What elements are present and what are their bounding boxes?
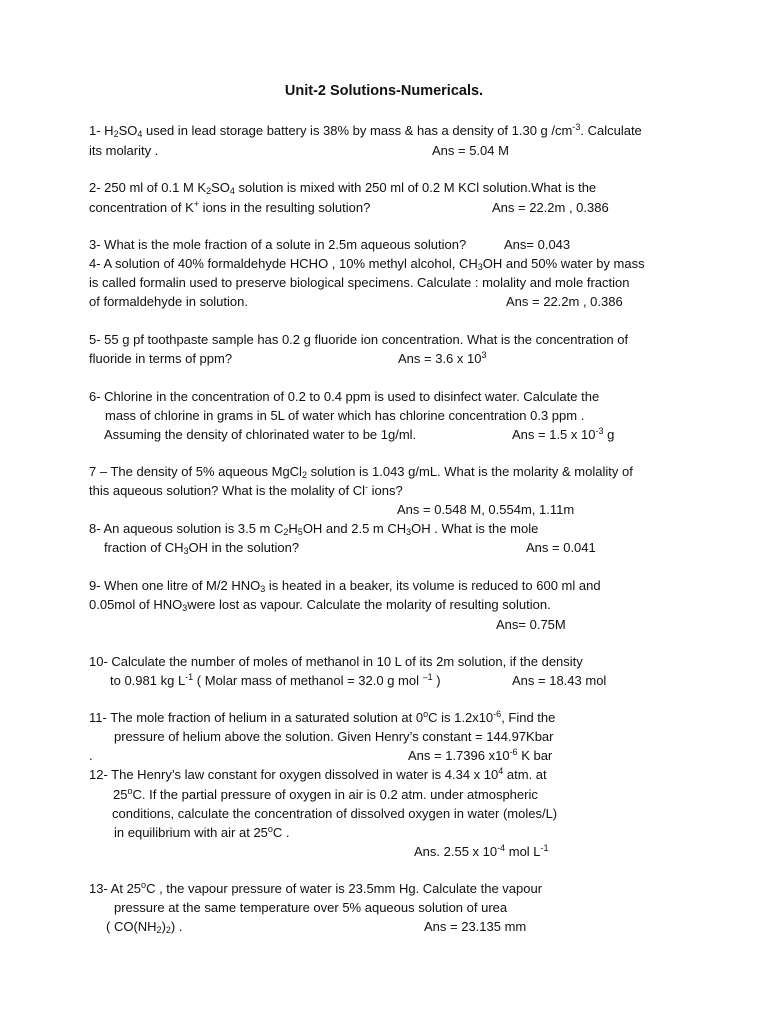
question-text-line: 0.05mol of $HNO_3were$ lost as vapour. Calculate the molarity of resulting solution. (89, 597, 551, 613)
question-text-line: concentration of K+ ions in the resulting solution? (89, 199, 371, 215)
answer-text: Ans = 0.041 (526, 540, 596, 555)
question-text-line: conditions, calculate the concentration of dissolved oxygen in water (moles/L) (112, 806, 558, 821)
answer-text: Ans = 5.04 M (432, 143, 509, 158)
answer-text: Ans = 3.6 x $10^3$ (398, 350, 487, 366)
answer-text: Ans = 0.548 M, 0.554m, 1.11m (397, 502, 575, 517)
question-text-line: . (89, 748, 93, 763)
question-text-line: to 0.981 kg $L^{-1}$ ( Molar mass of methanol = 32.0 g mol $^{-1}$ ) (110, 672, 441, 688)
answer-text: Ans= 0.75M (496, 617, 566, 632)
question-text-line: is called formalin used to preserve biological specimens. Calculate : molality and mole fraction (89, 275, 630, 290)
question-text-line: ( $CO(NH_2)_2$) . (106, 919, 183, 935)
answer-text: Ans = 1.7396 $x10^{-6}$ K bar (408, 747, 553, 763)
question-text-line: 2- 250 ml of 0.1 M $K_2SO_4$ solution is mixed with 250 ml of 0.2 M KCl solution.What is the (89, 180, 597, 196)
answer-text: Ans= 0.043 (504, 237, 571, 252)
answer-text: Ans = 18.43 mol (512, 673, 607, 688)
answer-text: Ans = 1.5 x $10^{-3}$ g (512, 426, 615, 442)
question-text-line: Assuming the density of chlorinated water to be 1g/ml. (104, 427, 417, 442)
question-text-line: 12- The Henry’s law constant for oxygen dissolved in water is 4.34 x $10^4$ atm. at (89, 766, 547, 782)
answer-text: Ans = 22.2m , 0.386 (506, 294, 623, 309)
question-text-line: 13- At 25$^o$C , the vapour pressure of water is 23.5mm Hg. Calculate the vapour (89, 880, 543, 896)
question-text-line: 4- A solution of 40% formaldehyde HCHO , 10% methyl alcohol, $CH_3OH$ and 50% water by mass (89, 256, 645, 272)
answer-text: Ans = 23.135 mm (424, 919, 527, 934)
question-text-line: 1- $H_2SO_4$ used in lead storage battery is 38% by mass & has a density of 1.30 g $/cm^{-3}$. Calculate (89, 122, 642, 139)
question-text-line: 5- 55 g pf toothpaste sample has 0.2 g fluoride ion concentration. What is the concentration of (89, 332, 629, 347)
answer-text: Ans. 2.55 x $10^{-4}$ mol $L^{-1}$ (414, 843, 549, 859)
question-text-line: pressure at the same temperature over 5% aqueous solution of urea (114, 900, 508, 915)
question-text-line: 9- When one litre of M/2 $HNO_3$ is heated in a beaker, its volume is reduced to 600 ml and (89, 578, 601, 594)
question-text-line: 8- An aqueous solution is 3.5 m $C_2H_5OH$ and 2.5 m $CH_3OH$ . What is the mole (89, 521, 539, 537)
question-text-line: 25$^o$C. If the partial pressure of oxygen in air is 0.2 atm. under atmospheric (113, 786, 538, 802)
question-text-line: 7 – The density of 5% aqueous MgCl$_2$ solution is 1.043 g/mL. What is the molarity & molality of (89, 464, 633, 480)
question-text-line: its molarity . (89, 143, 159, 158)
page-title: Unit-2 Solutions-Numericals. (284, 83, 484, 99)
question-text-line: 6- Chlorine in the concentration of 0.2 to 0.4 ppm is used to disinfect water. Calculate the (89, 389, 600, 404)
question-text-line: mass of chlorine in grams in 5L of water which has chlorine concentration 0.3 ppm . (105, 408, 585, 423)
question-text-line: 3- What is the mole fraction of a solute in 2.5m aqueous solution? (89, 237, 467, 252)
question-text-line: of formaldehyde in solution. (89, 294, 248, 309)
question-text-line: 11- The mole fraction of helium in a saturated solution at 0$^o$C is $1.2x10^{-6}$, Find the (89, 709, 556, 725)
question-text-line: 10- Calculate the number of moles of methanol in 10 L of its 2m solution, if the density (89, 654, 583, 669)
question-text-line: in equilibrium with air at 25$^o$C . (114, 824, 290, 840)
question-text-line: fraction of $CH_3OH$ in the solution? (104, 540, 300, 556)
question-text-line: pressure of helium above the solution. Given Henry’s constant = 144.97Kbar (114, 729, 554, 744)
question-text-line: fluoride in terms of ppm? (89, 351, 233, 366)
answer-text: Ans = 22.2m , 0.386 (492, 200, 609, 215)
question-text-line: this aqueous solution? What is the molality of Cl- ions? (89, 482, 403, 498)
